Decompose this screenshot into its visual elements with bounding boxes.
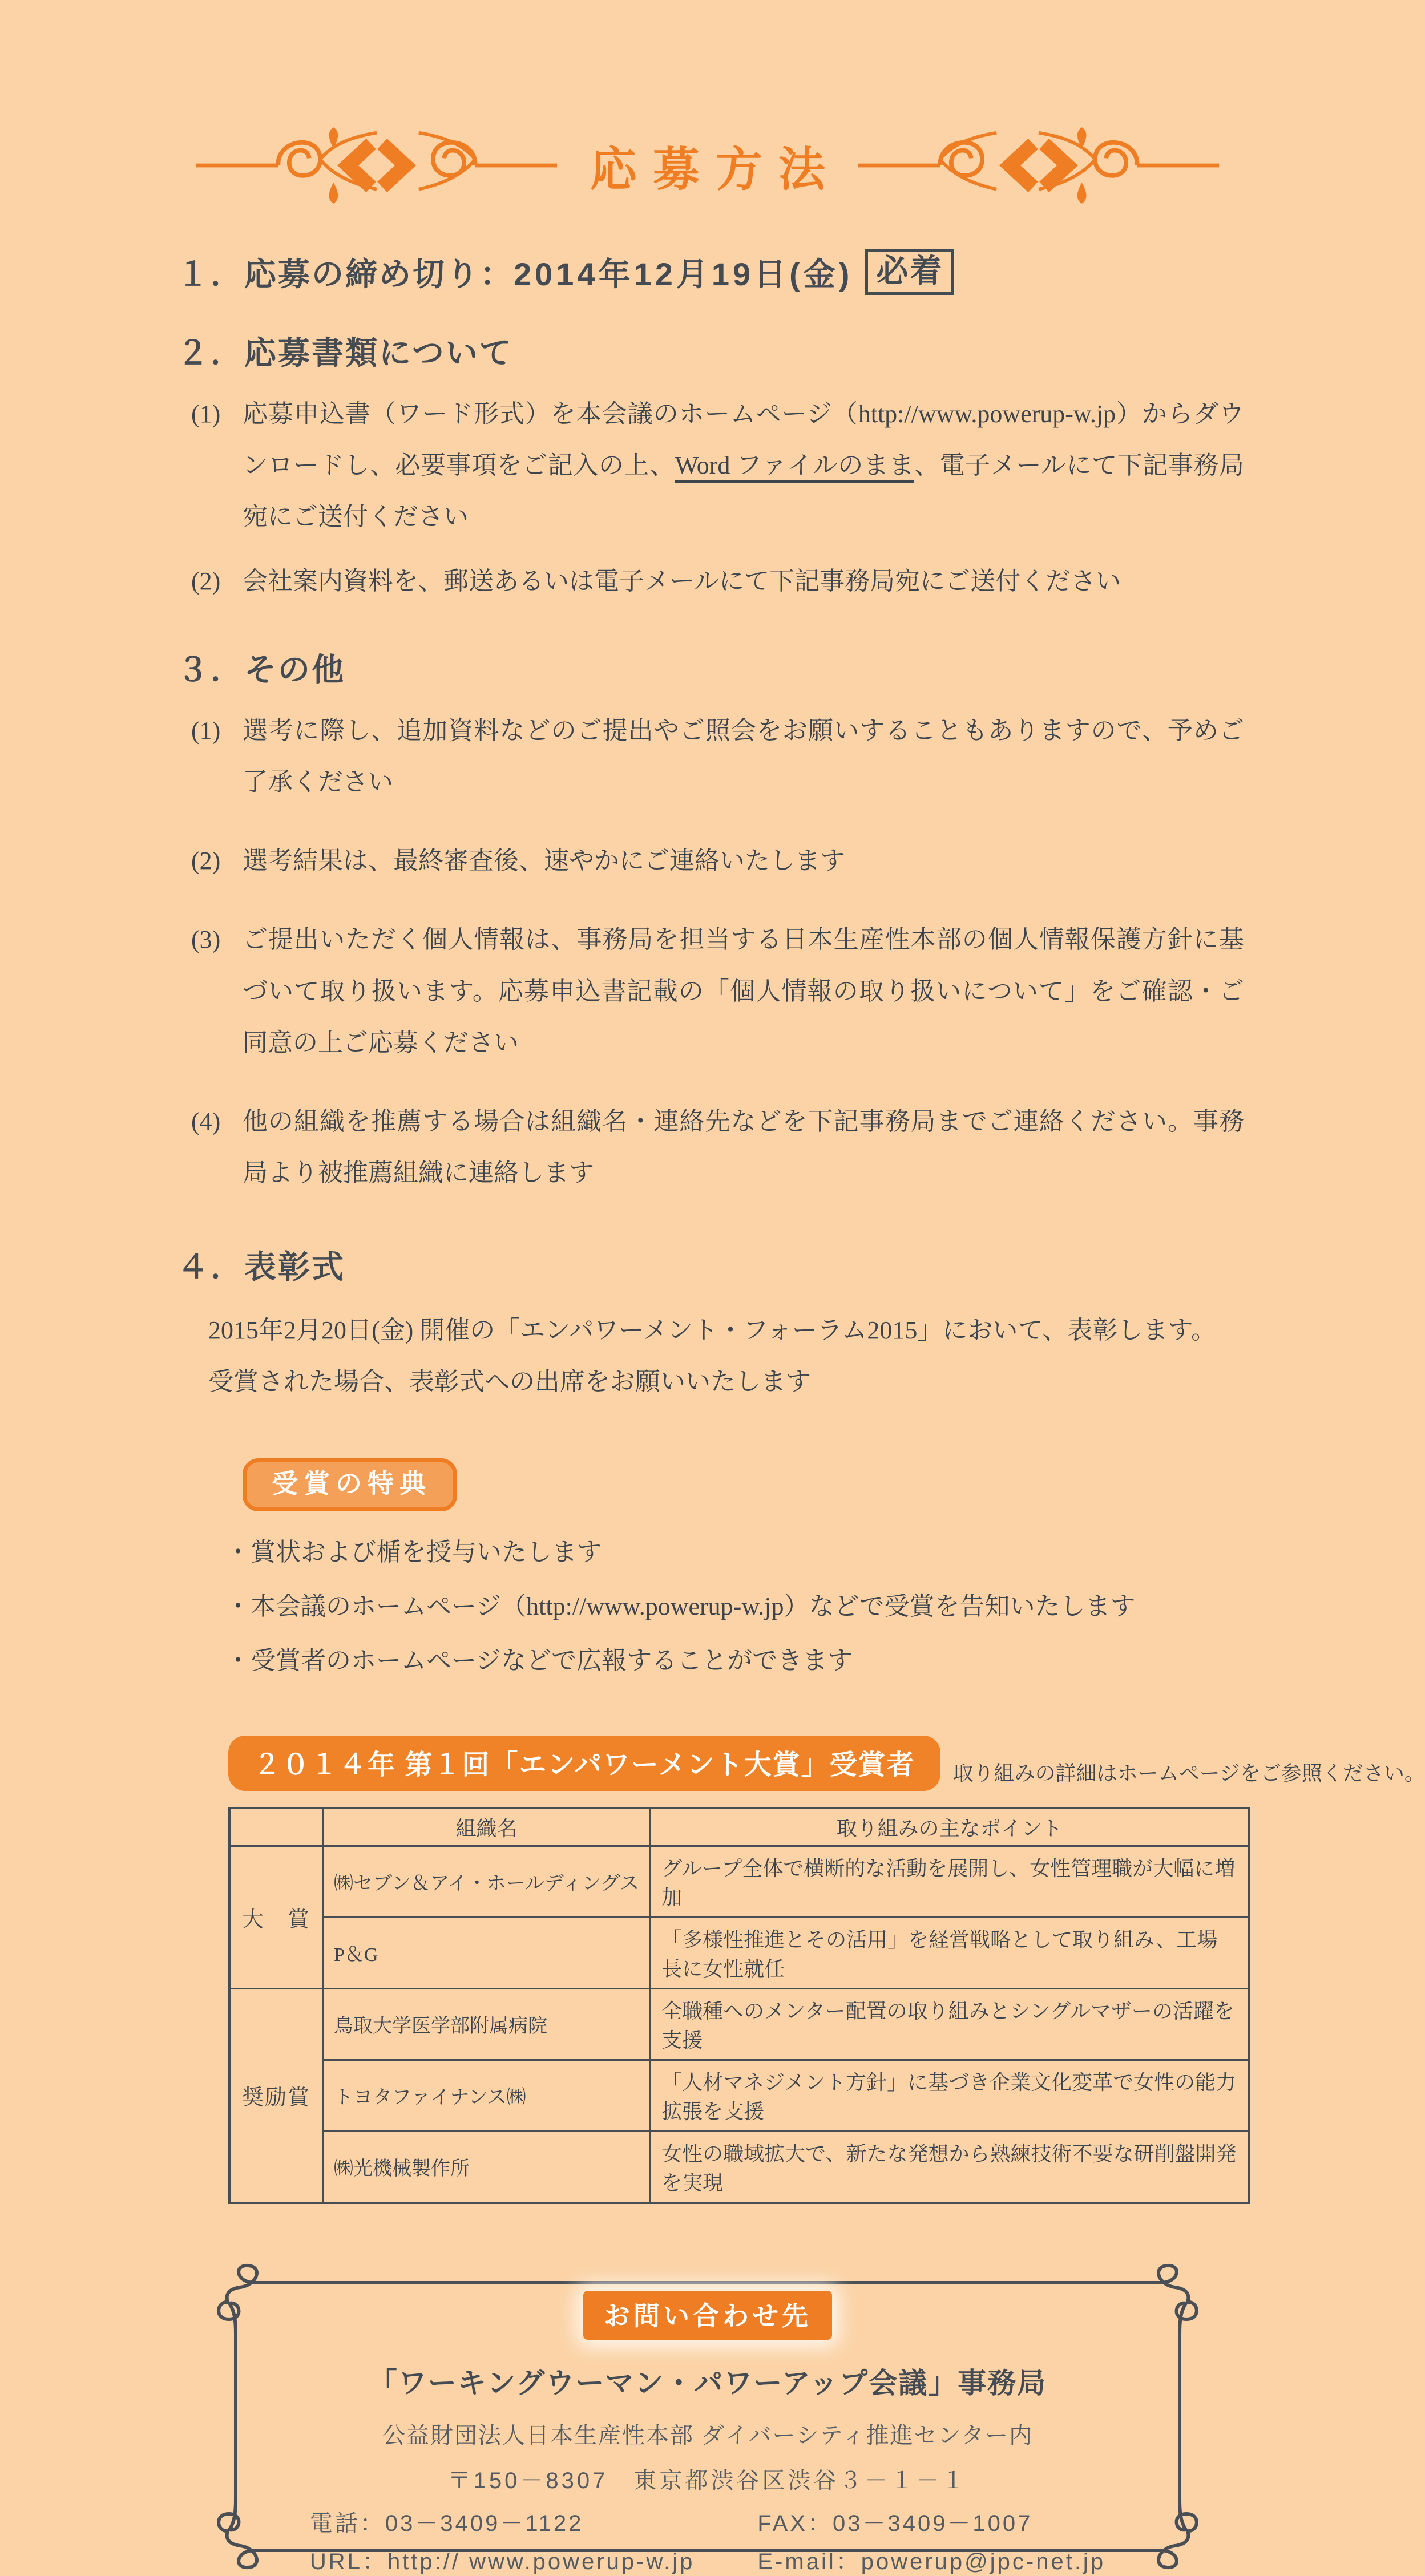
- contact-box: [214, 2261, 1201, 2572]
- item-text-post: 、電子メールにて下記事務局宛にご送付ください: [243, 451, 1245, 531]
- benefits-badge: 受賞の特典: [243, 1458, 457, 1511]
- contact-content: [248, 2261, 1167, 2572]
- contact-org: 公益財団法人日本生産性本部 ダイバーシティ推進センター内: [382, 2423, 1033, 2448]
- header-flourish-left-icon: [194, 117, 559, 214]
- points-cell: 女性の職域拡大で、新たな発想から熟練技術不要な研削盤開発を実現: [651, 2131, 1249, 2203]
- award-cell: 奨励賞: [229, 1988, 323, 2203]
- list-item: [177, 914, 1244, 1069]
- section-1-deadline: [177, 249, 1244, 295]
- org-cell: ㈱セブン＆アイ・ホールディングス: [323, 1846, 651, 1917]
- header-cell-org: 組織名: [323, 1808, 651, 1846]
- table-row: [229, 1917, 1249, 1988]
- section-4-body: 2015年2月20日(金) 開催の「エンパワーメント・フォーラム2015」において、表彰します。受賞された場合、表彰式への出席をお願いいたします: [208, 1316, 1216, 1396]
- header: [0, 0, 1415, 214]
- org-cell: トヨタファイナンス㈱: [323, 2060, 651, 2131]
- contact-email: E-mail：powerup@jpc-net.jp: [757, 2549, 1106, 2574]
- item-number: (1): [191, 716, 221, 745]
- table-row: [229, 2131, 1249, 2203]
- item-text: 他の組織を推薦する場合は組織名・連絡先などを下記事務局までご連絡ください。事務局より被推薦組織に連絡します: [243, 1107, 1244, 1187]
- points-cell: 全職種へのメンター配置の取り組みとシングルマザーの活躍を支援: [651, 1988, 1249, 2060]
- list-item: [177, 1096, 1244, 1199]
- item-text: ご提出いただく個人情報は、事務局を担当する日本生産性本部の個人情報保護方針に基づいて取り扱います。応募申込書記載の「個人情報の取り扱いについて」をご確認・ご同意の上ご応募ください: [243, 925, 1244, 1057]
- points-cell: 「多様性推進とその活用」を経営戦略として取り組み、工場長に女性就任: [651, 1917, 1249, 1988]
- contact-details: [310, 2505, 1105, 2576]
- item-text: 選考結果は、最終審査後、速やかにご連絡いたします: [243, 847, 845, 875]
- table-row: [229, 2060, 1249, 2131]
- list-item: [177, 389, 1244, 543]
- item-text: 会社案内資料を、郵送あるいは電子メールにて下記事務局宛にご送付ください: [243, 567, 1121, 595]
- item-number: (2): [191, 567, 221, 595]
- item-text-underlined: Word ファイルのまま: [675, 451, 914, 483]
- page-title: 応募方法: [590, 143, 841, 196]
- item-text: [243, 400, 1244, 531]
- org-cell: P＆G: [323, 1917, 651, 1988]
- contact-badge: お問い合わせ先: [583, 2291, 832, 2340]
- item-number: (3): [191, 925, 221, 954]
- deadline-date: 2014年12月19日(金): [514, 256, 853, 292]
- list-item: [177, 705, 1244, 808]
- section-4-heading: ４．表彰式: [177, 1249, 345, 1285]
- content: [0, 249, 1425, 2204]
- list-item: ・賞状および楯を授与いたします: [225, 1538, 602, 1566]
- winners-header: [177, 1736, 1425, 1791]
- contact-url: URL：http:// www.powerup-w.jp: [309, 2549, 695, 2574]
- section-2-items: [177, 389, 1244, 607]
- contact-fax: FAX：03－3409－1007: [757, 2510, 1033, 2536]
- item-text-pre: 応募申込書（ワード形式）を本会議のホームページ（http://www.powerup-w.jp）からダウンロードし、必要事項をご記入の上、: [243, 400, 1244, 480]
- org-cell: 鳥取大学医学部附属病院: [323, 1988, 651, 2060]
- org-cell: ㈱光機械製作所: [323, 2131, 651, 2203]
- winners-banner: ２０１４年 第１回「エンパワーメント大賞」受賞者: [228, 1736, 940, 1791]
- list-item: ・受賞者のホームページなどで広報することができます: [225, 1647, 853, 1675]
- header-cell-points: 取り組みの主なポイント: [651, 1808, 1249, 1846]
- item-text: 選考に際し、追加資料などのご提出やご照会をお願いすることもありますので、予めご了承ください: [243, 716, 1244, 796]
- list-item: [177, 556, 1244, 607]
- header-cell-award: [229, 1808, 323, 1846]
- table-row: [229, 1846, 1249, 1917]
- benefits-list: [177, 1532, 1244, 1681]
- header-flourish-right-icon: [856, 117, 1221, 214]
- list-item: ・本会議のホームページ（http://www.powerup-w.jp）などで受賞を告知いたします: [225, 1592, 1136, 1621]
- benefits-block: [177, 1408, 1244, 1681]
- item-number: (1): [191, 400, 221, 428]
- section-3-heading: ３．その他: [177, 651, 345, 688]
- item-number: (2): [191, 847, 221, 875]
- contact-title: 「ワーキングウーマン・パワーアップ会議」事務局: [368, 2367, 1047, 2399]
- section-2-heading: ２．応募書類について: [177, 335, 513, 371]
- winners-note: 取り組みの詳細はホームページをご参照ください。: [952, 1761, 1425, 1785]
- section-3-items: [177, 705, 1244, 1199]
- list-item: [177, 835, 1244, 887]
- winners-table: [228, 1807, 1250, 2204]
- table-row: [229, 1988, 1249, 2060]
- must-arrive-badge: 必着: [865, 249, 954, 295]
- contact-address: 〒150－8307 東京都渋谷区渋谷３－１－１: [447, 2468, 968, 2493]
- contact-tel: 電話：03－3409－1122: [309, 2510, 584, 2536]
- points-cell: 「人材マネジメント方針」に基づき企業文化変革で女性の能力拡張を支援: [651, 2060, 1249, 2131]
- points-cell: グループ全体で横断的な活動を展開し、女性管理職が大幅に増加: [651, 1846, 1249, 1917]
- table-header-row: [229, 1808, 1249, 1846]
- item-number: (4): [191, 1107, 221, 1135]
- deadline-label: １．応募の締め切り：: [177, 256, 514, 292]
- award-cell: 大 賞: [229, 1846, 323, 1988]
